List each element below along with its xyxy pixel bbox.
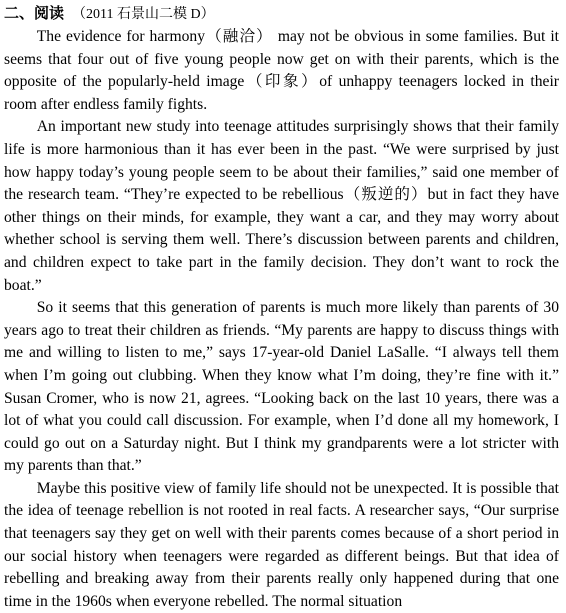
paragraph-2: An important new study into teenage attitudes surprisingly shows that their family life is more harmonious than it has ever been in the past. “We were surprised by just how happy today’s young people seem to be about their families,” said one member of the research team. “They’re expected to be rebellious（叛逆的）but in fact they have other things on their minds, for example, they want a car, and they may worry about whether school is serving them well. There’s discussion between parents and children, and children expect to take part in the family decision. They don’t want to rock the boat.” [4,118,559,294]
paragraph-3: So it seems that this generation of parents is much more likely than parents of 30 years ago to treat their children as friends. “My parents are happy to discuss things with me and willing to listen to me,” says 17-year-old Daniel LaSalle. “I always tell them when I’m going out clubbing. When they know what I’m doing, they’re fine with it.” Susan Cromer, who is now 21, agrees. “Looking back on the last 10 years, there was a lot of what you could call discussion. For example, when I’d done all my homework, I could go out on a Saturday night. But I think my grandparents were a lot stricter with my parents than that.” [4,299,559,475]
section-header [4,2,559,26]
section-title: 二、阅读 [4,4,65,22]
paragraph-1: The evidence for harmony（融洽） may not be obvious in some families. But it seems that four out of five young people now get on with their parents, which is the opposite of the popularly-held image（印象）of unhappy teenagers locked in their room after endless family fights. [4,28,559,113]
paragraph-4: Maybe this positive view of family life should not be unexpected. It is possible that the idea of teenage rebellion is not rooted in real facts. A researcher says, “Our surprise that teenagers say they get on well with their parents comes because of a short period in our social history when teenagers were regarded as different beings. But that idea of rebelling and breaking away from their parents really only happened during that one time in the 1960s when everyone rebelled. The normal situation [4,479,559,610]
exam-source: （2011 石景山二模 D） [72,7,215,22]
document-page [4,2,559,613]
